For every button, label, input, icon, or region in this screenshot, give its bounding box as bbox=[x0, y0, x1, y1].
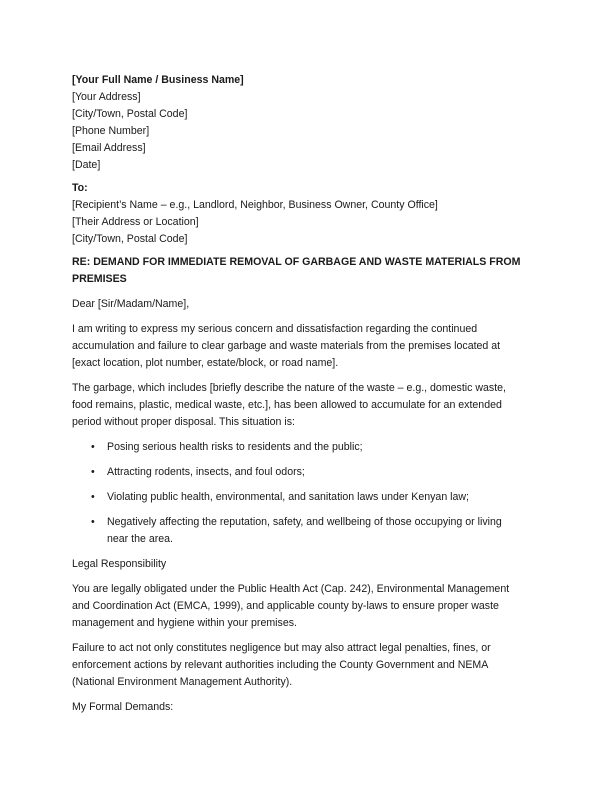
legal-heading: Legal Responsibility bbox=[72, 558, 167, 570]
sender-address: [Your Address] bbox=[72, 91, 141, 103]
recipient-name: [Recipient’s Name – e.g., Landlord, Neighbor, Business Owner, County Office] bbox=[72, 199, 438, 211]
recipient-block bbox=[72, 180, 532, 248]
sender-name: [Your Full Name / Business Name] bbox=[72, 74, 244, 86]
letter-page bbox=[72, 72, 532, 724]
recipient-address: [Their Address or Location] bbox=[72, 216, 199, 228]
paragraph-garbage-description: The garbage, which includes [briefly describe the nature of the waste – e.g., domestic waste, food remains, plastic, medical waste, etc.], has been allowed to accumulate for an extended period without proper disposal. This situation is: bbox=[72, 382, 506, 428]
letter-date: [Date] bbox=[72, 159, 101, 171]
sender-block bbox=[72, 72, 532, 174]
impact-list bbox=[72, 439, 532, 548]
list-item: • Violating public health, environmental, and sanitation laws under Kenyan law; bbox=[72, 489, 532, 506]
sender-email: [Email Address] bbox=[72, 142, 146, 154]
demands-heading: My Formal Demands: bbox=[72, 701, 174, 713]
paragraph-concern: I am writing to express my serious concern and dissatisfaction regarding the continued accumulation and failure to clear garbage and waste materials from the premises located at [exact location, plot number, estate/block, or road name]. bbox=[72, 323, 501, 369]
recipient-city: [City/Town, Postal Code] bbox=[72, 233, 188, 245]
bullet-icon: • bbox=[91, 466, 95, 478]
bullet-icon: • bbox=[91, 516, 95, 528]
salutation: Dear [Sir/Madam/Name], bbox=[72, 298, 190, 310]
paragraph-legal-obligation: You are legally obligated under the Public Health Act (Cap. 242), Environmental Management and Coordination Act (EMCA, 1999), and applicable county by-laws to ensure proper waste management and hygiene within your premises. bbox=[72, 583, 510, 629]
sender-phone: [Phone Number] bbox=[72, 125, 150, 137]
sender-city: [City/Town, Postal Code] bbox=[72, 108, 188, 120]
to-label: To: bbox=[72, 182, 88, 194]
bullet-icon: • bbox=[91, 441, 95, 453]
subject-line: RE: DEMAND FOR IMMEDIATE REMOVAL OF GARBAGE AND WASTE MATERIALS FROM PREMISES bbox=[72, 256, 521, 285]
bullet-icon: • bbox=[91, 491, 95, 503]
list-item: • Negatively affecting the reputation, safety, and wellbeing of those occupying or living near the area. bbox=[91, 516, 502, 545]
list-item: • Posing serious health risks to residents and the public; bbox=[72, 439, 532, 456]
list-item: • Attracting rodents, insects, and foul odors; bbox=[72, 464, 532, 481]
paragraph-legal-penalties: Failure to act not only constitutes negligence but may also attract legal penalties, fines, or enforcement actions by relevant authorities including the County Government and NEMA (National Environment Management Authority). bbox=[72, 642, 491, 688]
